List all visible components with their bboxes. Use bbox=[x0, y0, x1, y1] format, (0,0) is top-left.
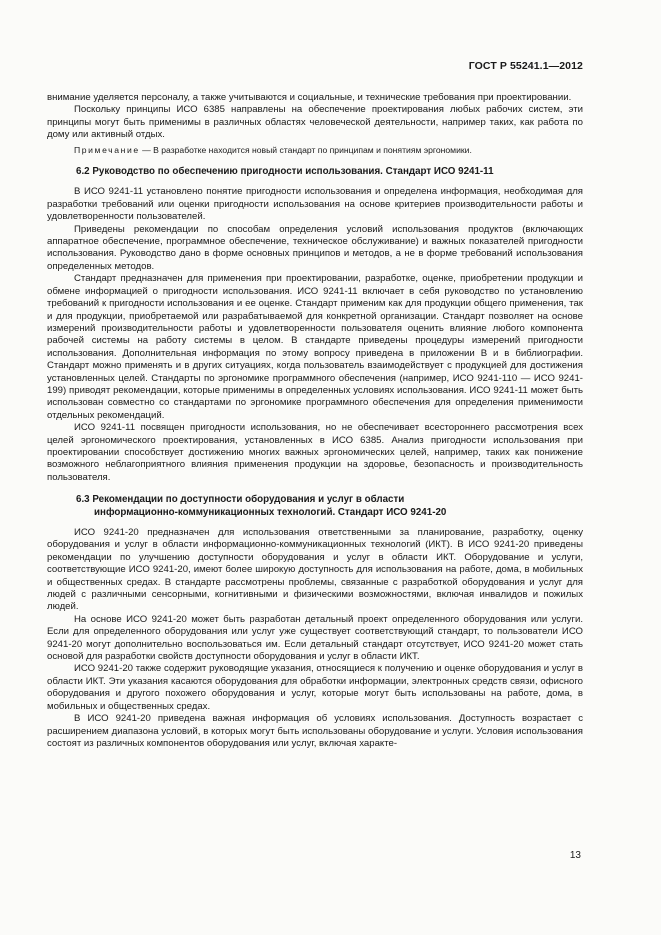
section-heading-6-2: 6.2 Руководство по обеспечению пригодности использования. Стандарт ИСО 9241-11 bbox=[76, 166, 494, 178]
paragraph: Стандарт предназначен для применения при проектировании, разработке, оценке, приобретении продукции и обмене информацией о пригодности использования. ИСО 9241-11 включает в себя руководство по установлению требований к пригодности использования и ее оценке. Стандарт применим как для продукции общего применения, так и для продукции, приобретаемой или разрабатываемой для конкретной организации. Стандарт позволяет на основе измерений производительности работы и удовлетворенности пользователя оценить влияние любого компонента рабочей системы на работу системы в целом. В стандарте приведены процедуры измерений пригодности использования. Дополнительная информация по этому вопросу приведена в приложении В и в библиографии. Стандарт можно применять и в других ситуациях, когда пользователь взаимодействует с продукцией для достижения установленных целей. Стандарты по эргономике программного обеспечения (например, ИСО 9241-110 — ИСО 9241-199) приводят рекомендации, которые применимы в определенных условиях использования. ИСО 9241-11 может быть использован совместно со стандартами по эргономике программного обеспечения для определения применимости отдельных рекомендаций. bbox=[47, 273, 583, 421]
note-dash: — bbox=[139, 144, 154, 155]
page-content bbox=[47, 92, 583, 750]
paragraph: На основе ИСО 9241-20 может быть разработан детальный проект определенного оборудования или услуги. Если для определенного оборудования или услуг уже существует соответствующий стандарт, то пользователи ИСО 9241-20 могут дополнительно воспользоваться им. Если детальный стандарт отсутствует, ИСО 9241-20 может стать основой для разработки свойств доступности оборудования и услуг в области ИКТ. bbox=[47, 613, 583, 663]
paragraph: ИСО 9241-11 посвящен пригодности использования, но не обеспечивает всестороннего рассмотрения всех целей эргономического проектирования, установленных в ИСО 6385. Анализ пригодности использования при проектировании способствует достижению многих важных эргономических целей, например, таких как понижение возможного неблагоприятного влияния применения продукции на здоровье, безопасность и производительность пользователя. bbox=[47, 422, 583, 483]
note bbox=[47, 144, 583, 156]
section-heading-6-3 bbox=[76, 494, 583, 519]
note-text: В разработке находится новый стандарт по принципам и понятиям эргономики. bbox=[153, 144, 472, 155]
paragraph: внимание уделяется персоналу, а также учитываются и социальные, и технические требования при проектировании. bbox=[47, 92, 572, 103]
paragraph: В ИСО 9241-20 приведена важная информация об условиях использования. Доступность возрастает с расширением диапазона условий, в которых могут быть использованы оборудование и услуги. Условия использования состоят из различных компонентов оборудования или услуг, включая характе- bbox=[47, 713, 583, 749]
note-label: Примечание bbox=[74, 144, 140, 155]
paragraph: ИСО 9241-20 также содержит руководящие указания, относящиеся к получению и оценке оборудования и услуг в области ИКТ. Эти указания касаются оборудования для обработки информации, электронных средств связи, офисного оборудования и другого похожего оборудования и услуг, которые могут быть использованы на работе, дома, в мобильных и общественных средах. bbox=[47, 663, 583, 712]
paragraph: В ИСО 9241-11 установлено понятие пригодности использования и определена информация, необходимая для разработки требований или оценки пригодности использования на основе критериев производительности работы и удовлетворенности пользователей. bbox=[47, 186, 583, 223]
section-heading-line: информационно-коммуникационных технологий. Стандарт ИСО 9241-20 bbox=[94, 506, 447, 518]
page-number: 13 bbox=[569, 850, 581, 861]
paragraph: Поскольку принципы ИСО 6385 направлены на обеспечение проектирования любых рабочих систем, эти принципы могут быть применимы в различных областях человеческой деятельности, например таких, как работа по дому или активный отдых. bbox=[47, 104, 583, 141]
paragraph: Приведены рекомендации по способам определения условий использования продуктов (включающих аппаратное обеспечение, программное обеспечение, техническое обслуживание) и важных показателей пригодности использования. Руководство дано в форме основных принципов и методов, а не в форме требований использования определенных методов. bbox=[47, 223, 583, 272]
paragraph: ИСО 9241-20 предназначен для использования ответственными за планирование, разработку, оценку оборудования и услуг в области информационно-коммуникационных технологий (ИКТ). В ИСО 9241-20 приведены рекомендации по улучшению доступности оборудования и услуг в области ИКТ. Оборудование и услуги, соответствующие ИСО 9241-20, имеют более широкую доступность для использования на работе, дома, в мобильных и общественных средах. В стандарте рассмотрены проблемы, связанные с разработкой оборудования и услуг для людей с различными сенсорными, когнитивными и физическими возможностями, включая инвалидов и пожилых людей. bbox=[47, 527, 583, 613]
standard-header: ГОСТ Р 55241.1—2012 bbox=[468, 60, 583, 72]
section-heading-line: 6.3 Рекомендации по доступности оборудования и услуг в области bbox=[76, 494, 405, 506]
